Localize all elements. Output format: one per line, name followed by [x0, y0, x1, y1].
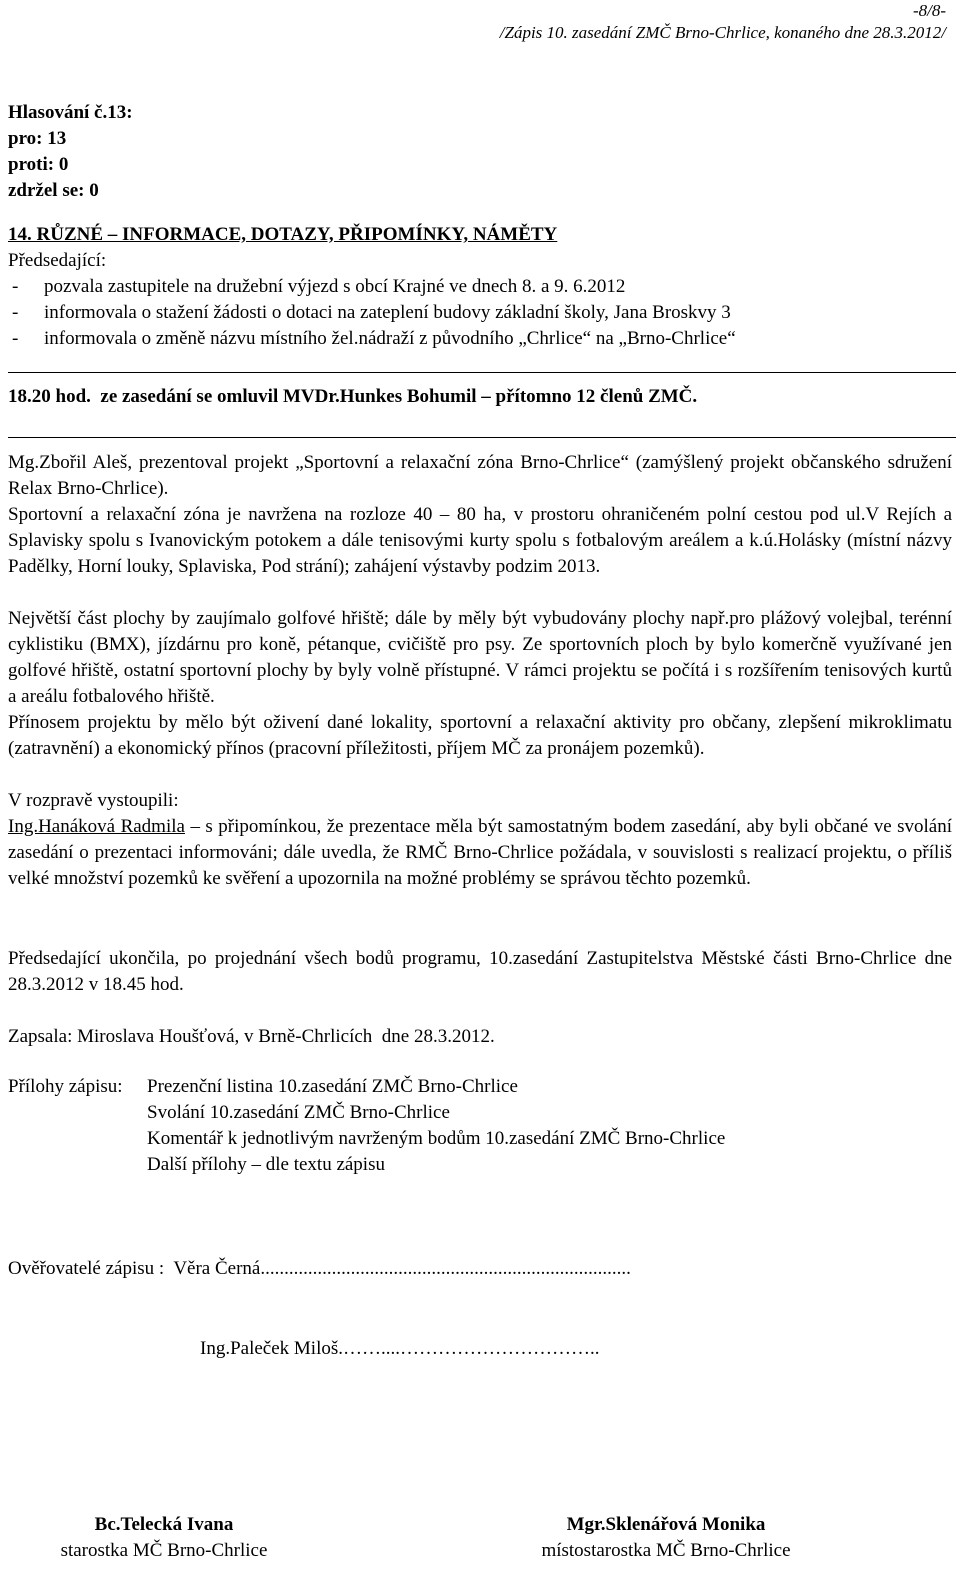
paragraph-zone-description: Sportovní a relaxační zóna je navržena na rozloze 40 – 80 ha, v prostoru ohraničeném polní cestou pod ul.V Rejích a Splavisky spolu s Ivanovickým potokem a dále tenisovými kurty spolu s fotbalovým areálem a k.ú.Holásky (místní názvy Padělky, Horní louky, Splaviska, Pod strání); zahájení výstavby podzim 2013.	[8, 504, 952, 577]
discussion-label: V rozpravě vystoupili:	[8, 790, 179, 811]
attachment-item: Komentář k jednotlivým navrženým bodům 10.zasedání ZMČ Brno-Chrlice	[147, 1128, 726, 1149]
paragraph-golf: Největší část plochy by zaujímalo golfové hřiště; dále by měly být vybudovány plochy např.pro plážový volejbal, terénní cyklistiku (BMX), jízdárnu pro koně, pétanque, cvičiště pro psy. Ze sportovních ploch by bylo komerčně využívané jen golfové hřiště, ostatní sportovní plochy by byly volně přístupné. V rámci projektu se počítá i s rozšířením tenisových kurtů a areálu fotbalového hřiště.	[8, 608, 952, 707]
paragraph-presentation: Mg.Zbořil Aleš, prezentoval projekt „Sportovní a relaxační zóna Brno-Chrlice“ (zamýšlený projekt občanského sdružení Relax Brno-Chrlice).	[8, 452, 952, 499]
list-item: - informovala o stažení žádosti o dotaci na zateplení budovy základní školy, Jana Broskvy 3	[12, 302, 731, 323]
divider	[8, 437, 956, 438]
divider	[8, 372, 956, 373]
voting-zdrzel: zdržel se: 0	[8, 180, 99, 201]
section-14-heading: 14. RŮZNÉ – INFORMACE, DOTAZY, PŘIPOMÍNKY, NÁMĚTY	[8, 224, 558, 245]
document-header: /Zápis 10. zasedání ZMČ Brno-Chrlice, konaného dne 28.3.2012/	[499, 23, 946, 42]
attachments-label: Přílohy zápisu:	[8, 1076, 123, 1097]
signature-deputy-mayor	[496, 1512, 836, 1564]
recorder-line: Zapsala: Miroslava Houšťová, v Brně-Chrlicích dne 28.3.2012.	[8, 1026, 495, 1047]
signature-name: Bc.Telecká Ivana	[94, 1514, 234, 1535]
closing-statement: Předsedající ukončila, po projednání všech bodů programu, 10.zasedání Zastupitelstva Městské části Brno-Chrlice dne 28.3.2012 v 18.45 hod.	[8, 948, 952, 995]
signature-role: starostka MČ Brno-Chrlice	[60, 1540, 268, 1561]
attendance-notice: 18.20 hod. ze zasedání se omluvil MVDr.Hunkes Bohumil – přítomno 12 členů ZMČ.	[8, 386, 698, 407]
attachment-item: Prezenční listina 10.zasedání ZMČ Brno-Chrlice	[147, 1076, 518, 1097]
verifiers-line: Ověřovatelé zápisu : Věra Černá..............................................................................	[8, 1258, 631, 1279]
voting-title: Hlasování č.13:	[8, 102, 133, 123]
voting-proti: proti: 0	[8, 154, 69, 175]
attachment-item: Další přílohy – dle textu zápisu	[147, 1154, 385, 1175]
signature-role: místostarostka MČ Brno-Chrlice	[541, 1540, 791, 1561]
list-item: - pozvala zastupitele na družební výjezd s obcí Krajné ve dnech 8. a 9. 6.2012	[12, 276, 626, 297]
voting-pro: pro: 13	[8, 128, 67, 149]
paragraph-discussion: Ing.Hanáková Radmila – s připomínkou, že prezentace měla být samostatným bodem zasedání, aby byli občané ve svolání zasedání o prezentaci informováni; dále uvedla, že RMČ Brno-Chrlice požádala, v souvislosti s realizací projektu, o příliš velké množství pozemků ke svěření a upozornila na možné problémy se správou těchto pozemků.	[8, 816, 953, 889]
speaker-name: Ing.Hanáková Radmila	[8, 816, 185, 837]
attachment-item: Svolání 10.zasedání ZMČ Brno-Chrlice	[147, 1102, 450, 1123]
signature-mayor	[20, 1512, 308, 1564]
verifier-second: Ing.Paleček Miloš.……....…………………………..	[200, 1338, 600, 1359]
chair-label: Předsedající:	[8, 250, 107, 271]
signature-name: Mgr.Sklenářová Monika	[566, 1514, 766, 1535]
paragraph-benefits: Přínosem projektu by mělo být oživení dané lokality, sportovní a relaxační aktivity pro občany, zlepšení mikroklimatu (zatravnění) a ekonomický přínos (pracovní příležitosti, příjem MČ za pronájem pozemků).	[8, 712, 952, 759]
page-number: -8/8-	[912, 1, 946, 20]
list-item: - informovala o změně názvu místního žel.nádraží z původního „Chrlice“ na „Brno-Chrlice“	[12, 328, 736, 349]
